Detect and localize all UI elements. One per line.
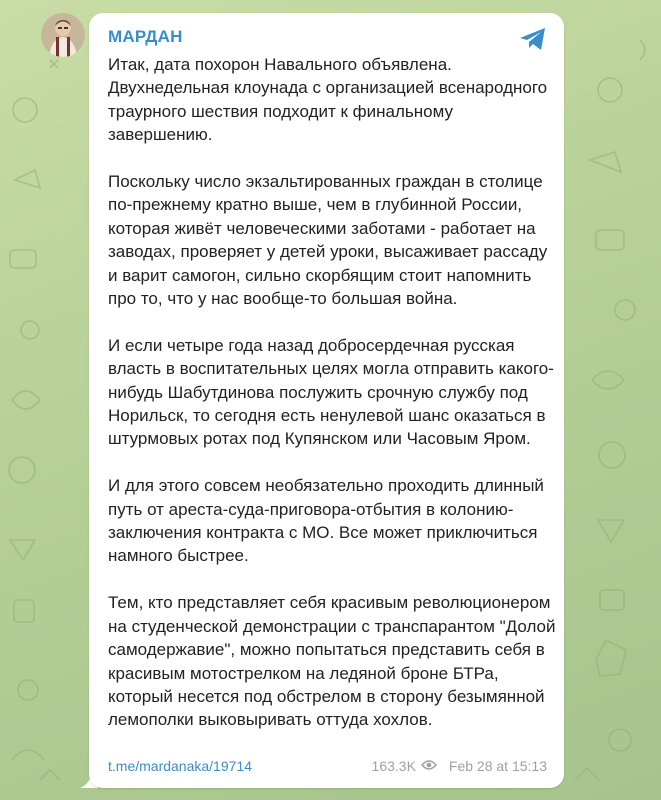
- message-bubble: [89, 13, 564, 788]
- telegram-plane-icon[interactable]: [519, 27, 547, 56]
- paragraph: И если четыре года назад добросердечная русская власть в воспитательных целях могла отправить какого-нибудь Шабутдинова послужить срочную службу под Норильск, то сегодня есть ненулевой шанс оказаться в штурмовых ротах под Купянском или Часовым Яром.: [108, 335, 554, 449]
- paragraph: Поскольку число экзальтированных граждан в столице по-прежнему кратно выше, чем в глубинной России, которая живёт человеческими заботами - работает на заводах, проверяет у детей уроки, высаживает рассаду и варит самогон, сильно скорбящим стоит напомнить про то, что у нас вообще-то большая война.: [108, 172, 548, 309]
- message-footer: [108, 758, 547, 780]
- views-count: 163.3K: [371, 758, 416, 774]
- channel-name[interactable]: МАРДАН: [108, 27, 183, 46]
- post-link[interactable]: t.me/mardanaka/19714: [108, 758, 252, 774]
- eye-icon: [421, 758, 437, 774]
- avatar-image: [41, 13, 85, 57]
- paragraph: И для этого совсем необязательно проходить длинный путь от ареста-суда-приговора-отбытия в колонию-заключения контракта с МО. Все может приключиться намного быстрее.: [108, 476, 544, 566]
- channel-avatar[interactable]: [41, 13, 85, 57]
- paragraph: Итак, дата похорон Навального объявлена. Двухнедельная клоунада с организацией всенародного траурного шествия подходит к финальному завершению.: [108, 55, 548, 145]
- post-date: Feb 28 at 15:13: [448, 758, 547, 774]
- message-meta: [372, 758, 547, 774]
- paragraph: Тем, кто представляет себя красивым революционером на студенческой демонстрации с транспарантом "Долой самодержавие", можно попытаться представить себя в красивым мотострелком на ледяной броне БТРа, который несется под обстрелом в сторону безымянной лемополки выковыривать оттуда хохлов.: [108, 593, 556, 730]
- message-text: [108, 53, 556, 732]
